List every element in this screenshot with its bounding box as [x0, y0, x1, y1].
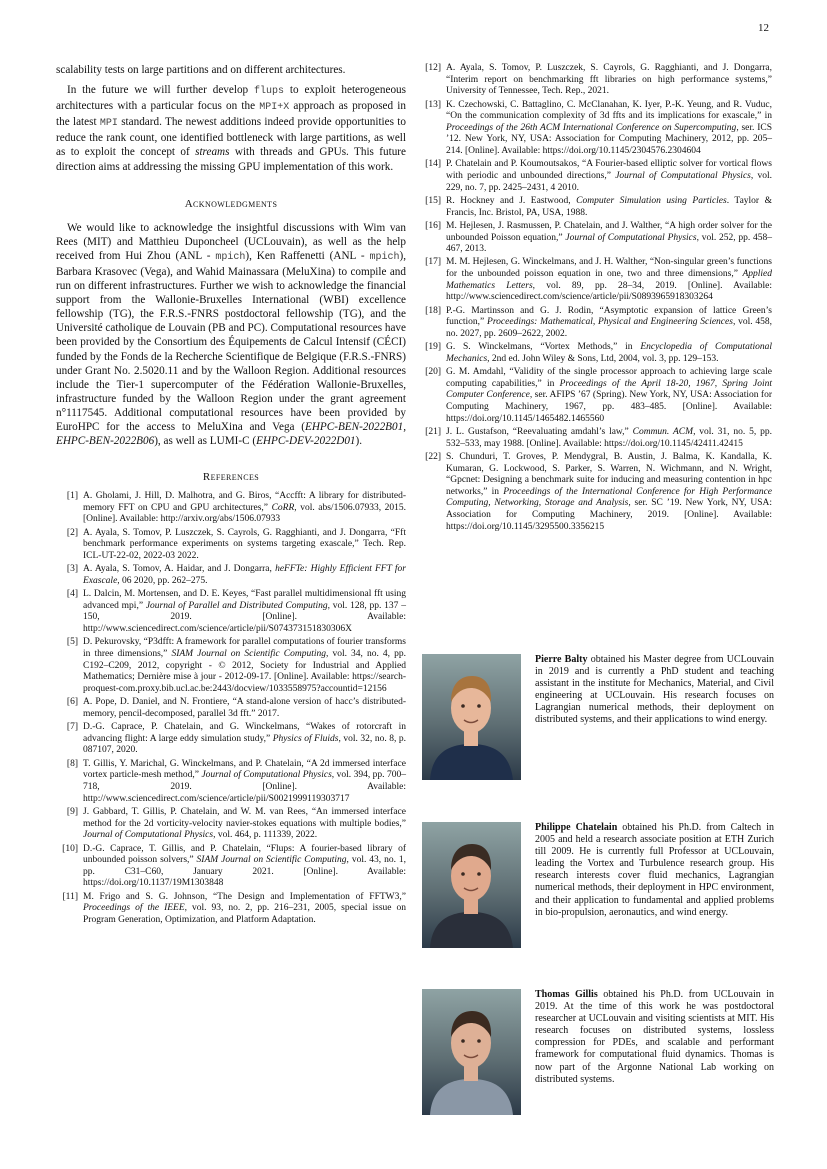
reference-text: D.-G. Caprace, T. Gillis, and P. Chatelain, “Flups: A fourier-based library of unbounded poisson solvers,” SIAM Journal on Scientific Computing, vol. 43, no. 1, pp. C31–C60, January 2021. [Online]. Available: https://doi.org/10.1137/19M1303848 [83, 843, 406, 889]
reference-text: R. Hockney and J. Eastwood, Computer Simulation using Particles. Taylor & Francis, Inc. Bristol, PA, USA, 1988. [446, 195, 772, 218]
reference-item [56, 589, 406, 635]
reference-item [56, 892, 406, 927]
reference-text: A. Ayala, S. Tomov, P. Luszczek, S. Cayrols, G. Ragghianti, and J. Dongarra, “Fft benchmark performance experiments on systems targeting exascale,” Tech. Rep. ICL-UT-22-02, 2022-03 2022. [83, 527, 406, 561]
acknowledgments-paragraph: We would like to acknowledge the insightful discussions with Wim van Rees (MIT) and Matthieu Duponcheel (UCLouvain), as well as the help received from Hui Zhou (ANL - mpich), Ken Raffenetti (ANL - mpich), Barbara Krasovec (Vega), and Wahid Mainassara (MeluXina) to compile and run on different infrastructures. Further we wish to acknowledge the financial support from the Wallonie-Bruxelles International (WBI) excellence fellowship (TG), the F.R.S.-FNRS postdoctoral fellowship (TG), and the Université catholique de Louvain (PB and PC). Computational resources have been provided by the Consortium des Équipements de Calcul Intensif (CÉCI) funded by the Fonds de la Recherche Scientifique de Belgique (F.R.S.-FNRS) under Grant No. 2.5020.11 and by the Walloon Region. Additional resources include the Tier-1 supercomputer of the Fédération Wallonie-Bruxelles, infrastructure funded by the Walloon Region under the grant agreement n°1117545. Additional computational resources have been provided by EuroHPC for the access to MeluXina and Vega (EHPC-BEN-2022B01, EHPC-BEN-2022B06), as well as LUMI-C (EHPC-DEV-2022D01). [56, 221, 406, 448]
reference-item [422, 257, 772, 303]
author-bio-text: Philippe Chatelain obtained his Ph.D. from Caltech in 2005 and held a research associate position at ETH Zurich till 2009. He is currently full Professor at UCLouvain, leading the Vortex and Turbulence research group. His research interests cover fluid mechanics, Lagrangian numerical methods, their deployment in HPC environment, and their application to fundamental and applied problems in bio-propulsion, aeronautics, and wind energy. [535, 822, 774, 918]
reference-number: [11] [62, 891, 78, 902]
references-heading: References [202, 471, 260, 484]
author-name: Thomas Gillis [535, 989, 598, 1000]
reference-text: J. L. Gustafson, “Reevaluating amdahl’s law,” Commun. ACM, vol. 31, no. 5, pp. 532–533, may 1988. [Online]. Available: https://doi.org/10.1145/42411.42415 [446, 426, 772, 449]
reference-number: [7] [66, 722, 78, 733]
reference-text: T. Gillis, Y. Marichal, G. Winckelmans, and P. Chatelain, “A 2d immersed interface vortex particle-mesh method,” Journal of Computational Physics, vol. 394, pp. 700–718, 2019. [Online]. Available: http://www.sciencedirect.com/science/article/pii/S0021999119303717 [83, 758, 407, 804]
reference-text: J. Gabbard, T. Gillis, P. Chatelain, and W. M. van Rees, “An immersed interface method for the 2d vorticity-velocity navier-stokes equations with multiple bodies,” Journal of Computational Physics, vol. 464, p. 111339, 2022. [83, 806, 406, 841]
author-photo [422, 989, 521, 1115]
reference-number: [15] [425, 195, 441, 206]
reference-text: A. Gholami, J. Hill, D. Malhotra, and G. Biros, “Accfft: A library for distributed-memory FFT on CPU and GPU architectures,” CoRR, vol. abs/1506.07933, 2015. [Online]. Available: http://arxiv.org/abs/1506.07933 [83, 491, 406, 525]
reference-number: [6] [66, 697, 78, 708]
reference-text: A. Ayala, S. Tomov, P. Luszczek, S. Cayrols, G. Ragghianti, and J. Dongarra, “Interim report on benchmarking fft libraries on high performance systems,” University of Tennessee, Tech. Rep., 2021. [446, 63, 772, 97]
reference-item [56, 844, 406, 890]
reference-number: [2] [66, 527, 78, 538]
author-name: Philippe Chatelain [535, 822, 618, 833]
reference-number: [22] [425, 451, 441, 462]
reference-text: A. Pope, D. Daniel, and N. Frontiere, “A stand-alone version of hacc’s distributed-memory, pencil-decomposed, parallel 3d fft.” 2017. [83, 697, 406, 719]
reference-list-left [56, 491, 406, 926]
reference-number: [4] [66, 589, 78, 600]
reference-number: [18] [425, 305, 441, 316]
reference-number: [8] [66, 758, 78, 769]
reference-text: G. M. Amdahl, “Validity of the single processor approach to achieving large scale computing capabilities,” in Proceedings of the April 18-20, 1967, Spring Joint Computer Conference, ser. AFIPS ’67 (Spring). New York, NY, USA: Association for Computing Machinery, 1967, pp. 483–485. [Online]. Available: https://doi.org/10.1145/1465482.1465560 [446, 367, 772, 424]
acknowledgments-heading: Acknowledgments [184, 197, 278, 210]
reference-number: [3] [66, 564, 78, 575]
reference-item [56, 697, 406, 720]
reference-number: [14] [425, 159, 441, 170]
conclusion-paragraph-end: scalability tests on large partitions and on different architectures. [56, 64, 346, 76]
reference-number: [20] [425, 367, 441, 378]
reference-list-right [422, 63, 772, 533]
reference-number: [9] [66, 806, 78, 817]
reference-item [56, 807, 406, 842]
reference-text: P.-G. Martinsson and G. J. Rodin, “Asymptotic expansion of lattice Green’s function,” Proceedings: Mathematical, Physical and Engineering Sciences, vol. 458, no. 2027, pp. 2609–2622, 2002. [446, 305, 772, 339]
reference-text: P. Chatelain and P. Koumoutsakos, “A Fourier-based elliptic solver for vortical flows with periodic and unbounded directions,” Journal of Computational Physics, vol. 229, no. 7, pp. 2425–2431, 4 2010. [446, 159, 773, 193]
reference-number: [19] [425, 342, 441, 353]
reference-item [422, 452, 772, 533]
reference-item [422, 306, 772, 341]
left-column [56, 63, 406, 928]
reference-item [422, 159, 772, 194]
reference-item [56, 637, 406, 695]
reference-text: A. Ayala, S. Tomov, A. Haidar, and J. Dongarra, heFFTe: Highly Efficient FFT for Exascale, 06 2020, pp. 262–275. [83, 564, 406, 586]
reference-number: [17] [425, 257, 441, 268]
reference-text: G. S. Winckelmans, “Vortex Methods,” in Encyclopedia of Computational Mechanics, 2nd ed. John Wiley & Sons, Ltd, 2004, vol. 3, pp. 129–153. [446, 342, 772, 364]
reference-item [56, 564, 406, 587]
reference-text: D.-G. Caprace, P. Chatelain, and G. Winckelmans, “Wakes of rotorcraft in advancing flight: A large eddy simulation study,” Physics of Fluids, vol. 32, no. 8, p. 087107, 2020. [83, 722, 406, 756]
right-column [422, 63, 772, 535]
reference-item [422, 427, 772, 450]
reference-number: [1] [66, 491, 78, 502]
reference-text: M. Frigo and S. G. Johnson, “The Design and Implementation of FFTW3,” Proceedings of the IEEE, vol. 93, no. 2, pp. 216–231, 2005, special issue on Program Generation, Optimization, and Platform Adaptation. [83, 891, 407, 925]
reference-text: K. Czechowski, C. Battaglino, C. McClanahan, K. Iyer, P.-K. Yeung, and R. Vuduc, “On the communication complexity of 3d ffts and its implications for exascale,” in Proceedings of the 26th ACM International Conference on Supercomputing, ser. ICS ’12. New York, NY, USA: Association for Computing Machinery, 2012, pp. 205–214. [Online]. Available: https://doi.org/10.1145/2304576.2304604 [446, 99, 773, 156]
reference-item [56, 528, 406, 563]
reference-item [422, 100, 772, 158]
reference-text: D. Pekurovsky, “P3dfft: A framework for parallel computations of fourier transforms in three dimensions,” SIAM Journal on Scientific Computing, vol. 34, no. 4, pp. C192–C209, 2012, copyright - © 2012, Society for Industrial and Applied Mathematics; Dernière mise à jour - 2012-09-17. [Online]. Available: https://search-proquest-com.proxy.bib.ucl.ac.be:2443/docview/1033558975?accountid=12156 [83, 637, 407, 694]
reference-item [422, 196, 772, 219]
page-number: 12 [758, 22, 769, 34]
author-bio-text: Thomas Gillis obtained his Ph.D. from UCLouvain in 2019. At the time of this work he was postdoctoral researcher at UCLouvain and visiting scientists at MIT. His research focuses on distributed systems, lossless compression for PDEs, and scalable and performant framework for computational fluid dynamics. Thomas is now part of the Argonne National Lab working on distributed systems. [535, 989, 774, 1085]
reference-number: [13] [425, 99, 441, 110]
reference-text: L. Dalcin, M. Mortensen, and D. E. Keyes, “Fast parallel multidimensional fft using advanced mpi,” Journal of Parallel and Distributed Computing, vol. 128, pp. 137 – 150, 2019. [Online]. Available: http://www.sciencedirect.com/science/article/pii/S074373151830306X [83, 589, 406, 635]
reference-item [422, 342, 772, 365]
reference-number: [16] [425, 220, 441, 231]
reference-text: M. M. Hejlesen, G. Winckelmans, and J. H. Walther, “Non-singular green’s functions for the unbounded poisson equation in one, two and three dimensions,” Applied Mathematics Letters, vol. 89, pp. 28–34, 2019. [Online]. Available: http://www.sciencedirect.com/science/article/pii/S0893965918303264 [446, 257, 772, 303]
reference-text: S. Chunduri, T. Groves, P. Mendygral, B. Austin, J. Balma, K. Kandalla, K. Kumaran, G. Lockwood, S. Parker, S. Warren, N. Wichmann, and N. Wright, “Gpcnet: Designing a benchmark suite for inducing and measuring contention in hpc networks,” in Proceedings of the International Conference for High Performance Computing, Networking, Storage and Analysis, ser. SC ’19. New York, NY, USA: Association for Computing Machinery, 2019. [Online]. Available: https://doi.org/10.1145/3295500.3356215 [446, 451, 772, 532]
reference-item [422, 221, 772, 256]
author-name: Pierre Balty [535, 654, 588, 665]
reference-item [56, 722, 406, 757]
future-work-paragraph: In the future we will further develop flups to exploit heterogeneous architectures with a particular focus on the MPI+X approach as proposed in the latest MPI standard. The newest additions indeed provide opportunities to reduce the rank count, one identified bottleneck with large partitions, as well as to exploit the concept of streams with threads and GPUs. This future direction aims at addressing the missing GPU implementation of this work. [56, 84, 406, 173]
reference-item [56, 491, 406, 526]
reference-item [422, 367, 772, 425]
author-photo [422, 654, 521, 780]
author-photo [422, 822, 521, 948]
reference-number: [5] [66, 637, 78, 648]
reference-number: [21] [425, 426, 441, 437]
author-bio-text: Pierre Balty obtained his Master degree from UCLouvain in 2019 and is currently a PhD student and teaching assistant in the institute for Mechanics, Material, and Civil engineering at UCLouvain. His research focuses on Lagrangian numerical methods, their deployment on distributed systems, and their applications to wind energy. [535, 654, 774, 726]
reference-number: [12] [425, 63, 441, 73]
reference-item [422, 63, 772, 98]
reference-item [56, 759, 406, 805]
reference-number: [10] [62, 843, 78, 854]
reference-text: M. Hejlesen, J. Rasmussen, P. Chatelain, and J. Walther, “A high order solver for the unbounded Poisson equation,” Journal of Computational Physics, vol. 252, pp. 458–467, 2013. [446, 220, 773, 255]
